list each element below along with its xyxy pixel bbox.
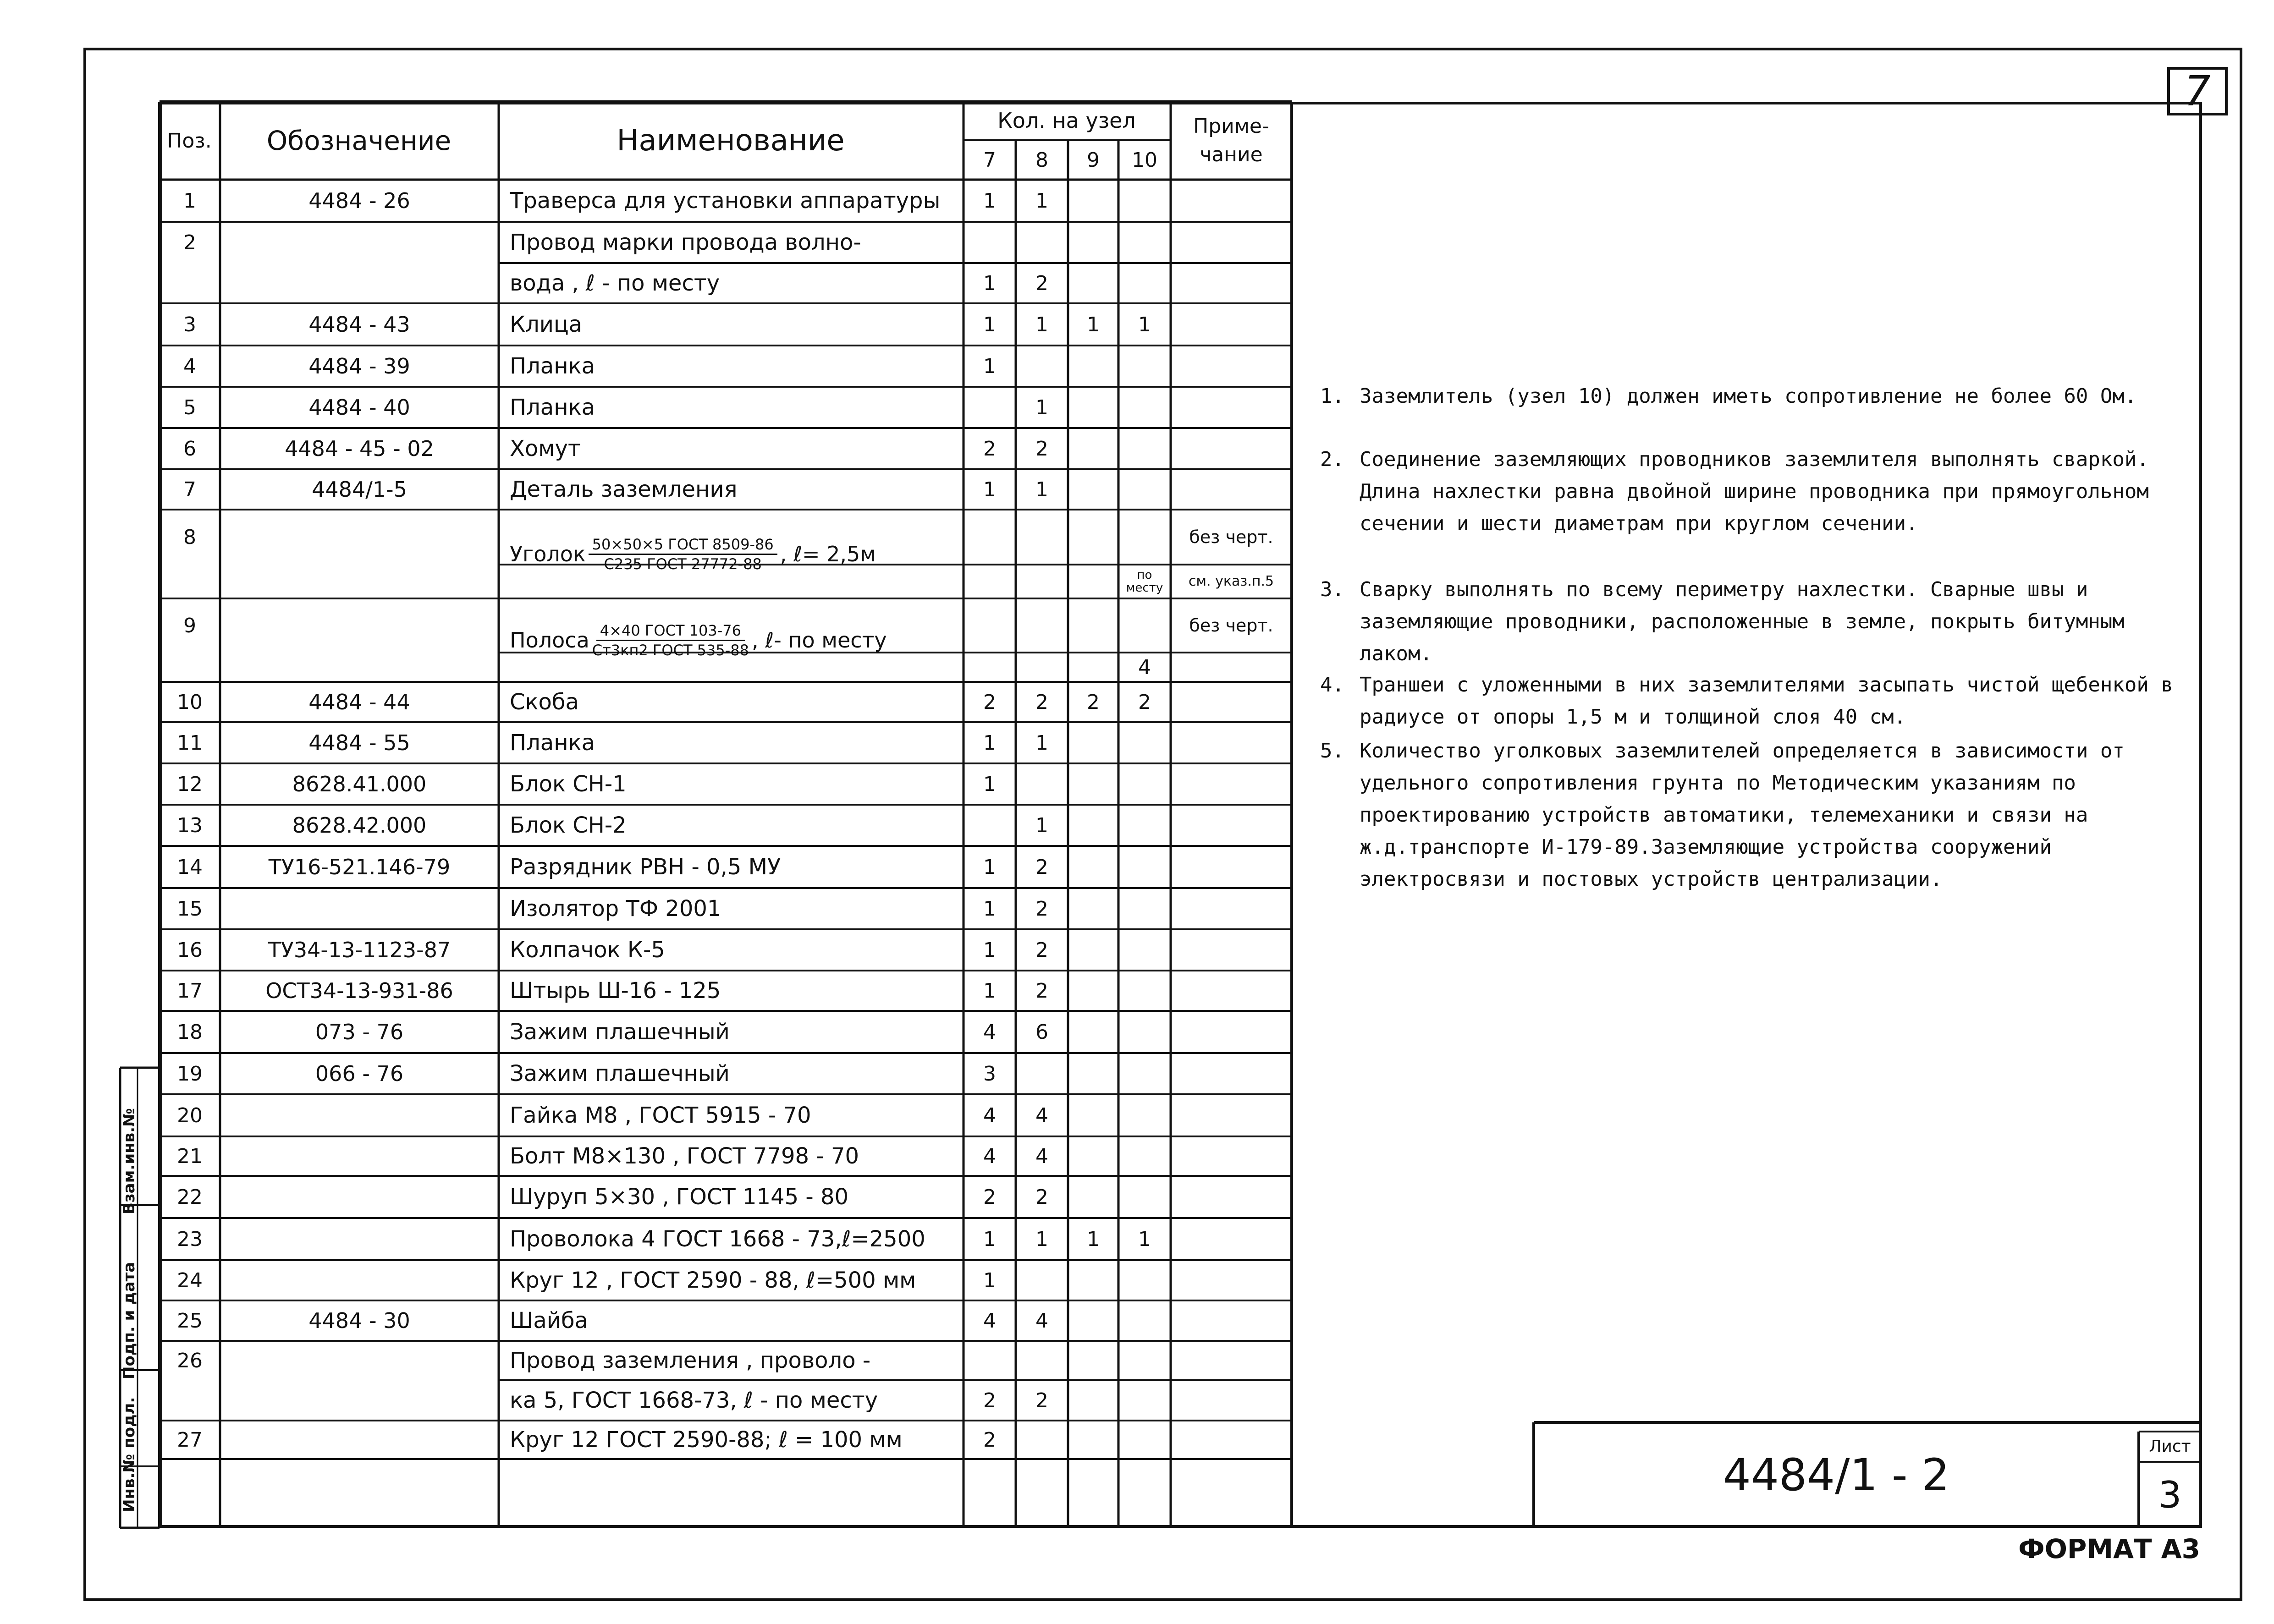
row-qty-node-7: 2 bbox=[983, 1388, 996, 1412]
note-item bbox=[1320, 574, 2182, 670]
note-number: 2. bbox=[1320, 448, 1344, 471]
row-note: без черт. bbox=[1189, 615, 1273, 636]
name-suffix: , ℓ- по месту bbox=[752, 628, 887, 653]
row-qty-node-7: 2 bbox=[983, 1428, 996, 1452]
row-qty-node-7: 2 bbox=[983, 690, 996, 714]
row-pos: 4 bbox=[183, 354, 196, 378]
row-name: Шайба bbox=[510, 1308, 588, 1333]
row-qty-node-8: 1 bbox=[1035, 813, 1048, 837]
row-pos: 9 bbox=[183, 614, 196, 637]
row-note: см. указ.п.5 bbox=[1188, 573, 1274, 589]
row-qty-node-8: 1 bbox=[1035, 477, 1048, 501]
row-qty-node-10: 4 bbox=[1138, 655, 1151, 679]
row-qty-node-10: по месту bbox=[1126, 568, 1163, 595]
row-qty-node-7: 1 bbox=[983, 271, 996, 295]
row-designation: 4484 - 26 bbox=[308, 188, 410, 213]
row-pos: 17 bbox=[177, 979, 203, 1003]
row-9-name bbox=[510, 598, 959, 682]
row-name: Планка bbox=[510, 730, 595, 756]
row-qty-node-7: 1 bbox=[983, 354, 996, 378]
row-pos: 13 bbox=[177, 813, 203, 837]
row-qty-node-8: 2 bbox=[1035, 1185, 1048, 1209]
row-pos: 21 bbox=[177, 1144, 203, 1168]
row-designation: 073 - 76 bbox=[315, 1020, 404, 1044]
row-qty-node-8: 2 bbox=[1035, 855, 1048, 879]
row-designation: ТУ16-521.146-79 bbox=[268, 855, 451, 879]
row-qty-node-8: 2 bbox=[1035, 897, 1048, 921]
row-name: Зажим плашечный bbox=[510, 1019, 730, 1045]
row-name: Проволока 4 ГОСТ 1668 - 73,ℓ=2500 bbox=[510, 1226, 925, 1252]
row-designation: 4484 - 44 bbox=[308, 690, 410, 714]
row-designation: 4484 - 40 bbox=[308, 395, 410, 420]
row-name: Блок СН-1 bbox=[510, 771, 627, 797]
row-qty-node-7: 4 bbox=[983, 1103, 996, 1127]
row-name: Изолятор ТФ 2001 bbox=[510, 896, 721, 922]
row-qty-node-8: 2 bbox=[1035, 437, 1048, 461]
row-name: Зажим плашечный bbox=[510, 1061, 730, 1086]
row-qty-node-8: 6 bbox=[1035, 1020, 1048, 1044]
note-number: 5. bbox=[1320, 739, 1344, 763]
note-text: Заземлитель (узел 10) должен иметь сопротивление не более 60 Ом. bbox=[1360, 384, 2137, 408]
row-designation: 4484 - 45 - 02 bbox=[285, 436, 434, 461]
row-pos: 15 bbox=[177, 897, 203, 921]
row-designation: ОСТ34-13-931-86 bbox=[265, 978, 453, 1003]
row-name: Провод марки провода волно- bbox=[510, 230, 861, 255]
row-qty-node-7: 1 bbox=[983, 189, 996, 213]
note-item bbox=[1320, 735, 2182, 895]
note-item bbox=[1320, 444, 2182, 540]
side-label-podp-data: Подп. и дата bbox=[120, 1262, 138, 1379]
note-number: 1. bbox=[1320, 384, 1344, 408]
format-label: ФОРМАТ А3 bbox=[2018, 1533, 2200, 1564]
row-pos: 24 bbox=[177, 1268, 203, 1292]
row-qty-node-7: 2 bbox=[983, 437, 996, 461]
row-pos: 10 bbox=[177, 690, 203, 714]
header-node-7: 7 bbox=[983, 148, 996, 172]
row-pos: 22 bbox=[177, 1185, 203, 1209]
header-designation: Обозначение bbox=[266, 125, 451, 156]
row-pos: 26 bbox=[177, 1349, 203, 1372]
row-qty-node-8: 1 bbox=[1035, 731, 1048, 755]
name-suffix: , ℓ= 2,5м bbox=[780, 542, 876, 566]
row-qty-node-9: 1 bbox=[1087, 1227, 1100, 1251]
row-pos: 18 bbox=[177, 1020, 203, 1044]
row-qty-node-10: 1 bbox=[1138, 1227, 1151, 1251]
row-name: вода , ℓ - по месту bbox=[510, 270, 720, 296]
note-text: Сварку выполнять по всему периметру нахлестки. Сварные швы и заземляющие проводники, расположенные в земле, покрыть битумным лаком. bbox=[1360, 578, 2125, 665]
note-text: Траншеи с уложенными в них заземлителями засыпать чистой щебенкой в радиусе от опоры 1,5 м и толщиной слоя 40 см. bbox=[1360, 673, 2173, 729]
row-name: Разрядник РВН - 0,5 МУ bbox=[510, 854, 781, 880]
row-name: Деталь заземления bbox=[510, 477, 738, 502]
row-qty-node-8: 1 bbox=[1035, 313, 1048, 336]
fraction-numerator: 50×50×5 ГОСТ 8509-86 bbox=[589, 535, 777, 555]
row-qty-node-7: 1 bbox=[983, 313, 996, 336]
row-name: Колпачок К-5 bbox=[510, 937, 665, 963]
row-name: Штырь Ш-16 - 125 bbox=[510, 978, 721, 1004]
note-number: 4. bbox=[1320, 673, 1344, 697]
document-number: 4484/1 - 2 bbox=[1723, 1449, 1950, 1501]
header-node-10: 10 bbox=[1132, 148, 1157, 172]
row-qty-node-8: 2 bbox=[1035, 1388, 1048, 1412]
row-qty-node-7: 1 bbox=[983, 938, 996, 962]
row-name: Хомут bbox=[510, 436, 581, 461]
row-name: Круг 12 ГОСТ 2590-88; ℓ = 100 мм bbox=[510, 1427, 903, 1453]
row-pos: 25 bbox=[177, 1309, 203, 1333]
standard-fraction bbox=[589, 535, 777, 573]
row-qty-node-7: 1 bbox=[983, 772, 996, 796]
header-pos: Поз. bbox=[167, 129, 212, 153]
row-pos: 1 bbox=[183, 189, 196, 213]
row-pos: 8 bbox=[183, 525, 196, 549]
row-qty-node-7: 1 bbox=[983, 855, 996, 879]
header-node-8: 8 bbox=[1035, 148, 1048, 172]
row-pos: 12 bbox=[177, 772, 203, 796]
row-designation: ТУ34-13-1123-87 bbox=[268, 938, 451, 962]
corner-sheet-number: 7 bbox=[2167, 67, 2228, 115]
row-pos: 23 bbox=[177, 1227, 203, 1251]
side-label-inv-podl: Инв.№ подл. bbox=[120, 1397, 138, 1512]
row-qty-node-7: 2 bbox=[983, 1185, 996, 1209]
row-pos: 6 bbox=[183, 437, 196, 461]
row-designation: 4484/1-5 bbox=[312, 477, 407, 502]
row-qty-node-7: 1 bbox=[983, 979, 996, 1003]
note-item bbox=[1320, 380, 2182, 412]
row-designation: 8628.41.000 bbox=[292, 772, 427, 796]
standard-fraction bbox=[592, 621, 749, 659]
row-designation: 4484 - 30 bbox=[308, 1308, 410, 1333]
row-qty-node-9: 1 bbox=[1087, 313, 1100, 336]
row-name: Круг 12 , ГОСТ 2590 - 88, ℓ=500 мм bbox=[510, 1267, 916, 1293]
row-pos: 20 bbox=[177, 1103, 203, 1127]
row-qty-node-8: 2 bbox=[1035, 271, 1048, 295]
row-designation: 4484 - 43 bbox=[308, 312, 410, 337]
header-name: Наименование bbox=[617, 124, 845, 158]
row-pos: 7 bbox=[183, 477, 196, 501]
row-name: Клица bbox=[510, 312, 583, 337]
row-qty-node-7: 4 bbox=[983, 1309, 996, 1333]
row-name: Планка bbox=[510, 353, 595, 379]
row-qty-node-8: 1 bbox=[1035, 1227, 1048, 1251]
row-pos: 3 bbox=[183, 313, 196, 336]
row-qty-node-7: 1 bbox=[983, 1268, 996, 1292]
row-qty-node-8: 1 bbox=[1035, 395, 1048, 419]
row-qty-node-8: 1 bbox=[1035, 189, 1048, 213]
row-qty-node-8: 2 bbox=[1035, 979, 1048, 1003]
name-prefix: Полоса bbox=[510, 628, 589, 653]
row-name: Блок СН-2 bbox=[510, 812, 627, 838]
row-name: Гайка М8 , ГОСТ 5915 - 70 bbox=[510, 1103, 811, 1128]
row-qty-node-7: 1 bbox=[983, 1227, 996, 1251]
row-qty-node-10: 1 bbox=[1138, 313, 1151, 336]
row-name: Болт М8×130 , ГОСТ 7798 - 70 bbox=[510, 1143, 859, 1169]
note-item bbox=[1320, 669, 2182, 733]
row-pos: 27 bbox=[177, 1428, 203, 1452]
row-qty-node-7: 1 bbox=[983, 897, 996, 921]
row-pos: 11 bbox=[177, 731, 203, 755]
row-pos: 19 bbox=[177, 1062, 203, 1086]
row-name: ка 5, ГОСТ 1668-73, ℓ - по месту bbox=[510, 1388, 878, 1413]
note-text: Количество уголковых заземлителей определяется в зависимости от удельного сопротивления грунта по Методическим указаниям по проектированию устройств автоматики, телемеханики и связи на ж.д.транспорте И-179-89.Заземляющие устройства сооружений электросвязи и постовых устройств централизации. bbox=[1360, 739, 2125, 891]
row-qty-node-8: 4 bbox=[1035, 1309, 1048, 1333]
row-designation: 4484 - 39 bbox=[308, 354, 410, 379]
row-qty-node-7: 1 bbox=[983, 477, 996, 501]
row-pos: 16 bbox=[177, 938, 203, 962]
fraction-denominator: Ст3кп2 ГОСТ 535-88 bbox=[592, 641, 749, 659]
row-pos: 5 bbox=[183, 395, 196, 419]
row-qty-node-7: 4 bbox=[983, 1020, 996, 1044]
fraction-numerator: 4×40 ГОСТ 103-76 bbox=[596, 621, 745, 641]
row-pos: 2 bbox=[183, 230, 196, 254]
row-name: Планка bbox=[510, 395, 595, 420]
row-name: Провод заземления , проволо - bbox=[510, 1348, 871, 1373]
row-name: Траверса для установки аппаратуры bbox=[510, 188, 941, 214]
row-note: без черт. bbox=[1189, 527, 1273, 547]
row-qty-node-8: 2 bbox=[1035, 938, 1048, 962]
row-qty-node-7: 3 bbox=[983, 1062, 996, 1086]
header-qty: Кол. на узел bbox=[997, 108, 1136, 133]
sheet-number: 3 bbox=[2158, 1473, 2182, 1516]
row-name: Скоба bbox=[510, 689, 579, 715]
row-8-name bbox=[510, 510, 959, 598]
fraction-denominator: С235 ГОСТ 27772-88 bbox=[604, 555, 762, 573]
row-designation: 8628.42.000 bbox=[292, 813, 427, 838]
sheet-label: Лист bbox=[2149, 1437, 2191, 1456]
side-label-vzam-inv: Взам.инв.№ bbox=[120, 1108, 138, 1214]
row-qty-node-10: 2 bbox=[1138, 690, 1151, 714]
header-note: Приме- чание bbox=[1193, 115, 1269, 166]
row-pos: 14 bbox=[177, 855, 203, 879]
note-number: 3. bbox=[1320, 578, 1344, 601]
row-qty-node-7: 4 bbox=[983, 1144, 996, 1168]
row-designation: 4484 - 55 bbox=[308, 730, 410, 755]
name-prefix: Уголок bbox=[510, 542, 586, 566]
row-qty-node-7: 1 bbox=[983, 731, 996, 755]
header-node-9: 9 bbox=[1087, 148, 1100, 172]
row-qty-node-8: 2 bbox=[1035, 690, 1048, 714]
row-designation: 066 - 76 bbox=[315, 1061, 404, 1086]
row-qty-node-8: 4 bbox=[1035, 1103, 1048, 1127]
row-name: Шуруп 5×30 , ГОСТ 1145 - 80 bbox=[510, 1184, 849, 1210]
row-qty-node-9: 2 bbox=[1087, 690, 1100, 714]
note-text: Соединение заземляющих проводников заземлителя выполнять сваркой. Длина нахлестки равна двойной ширине проводника при прямоугольном сечении и шести диаметрам при круглом сечении. bbox=[1360, 448, 2149, 535]
row-qty-node-8: 4 bbox=[1035, 1144, 1048, 1168]
